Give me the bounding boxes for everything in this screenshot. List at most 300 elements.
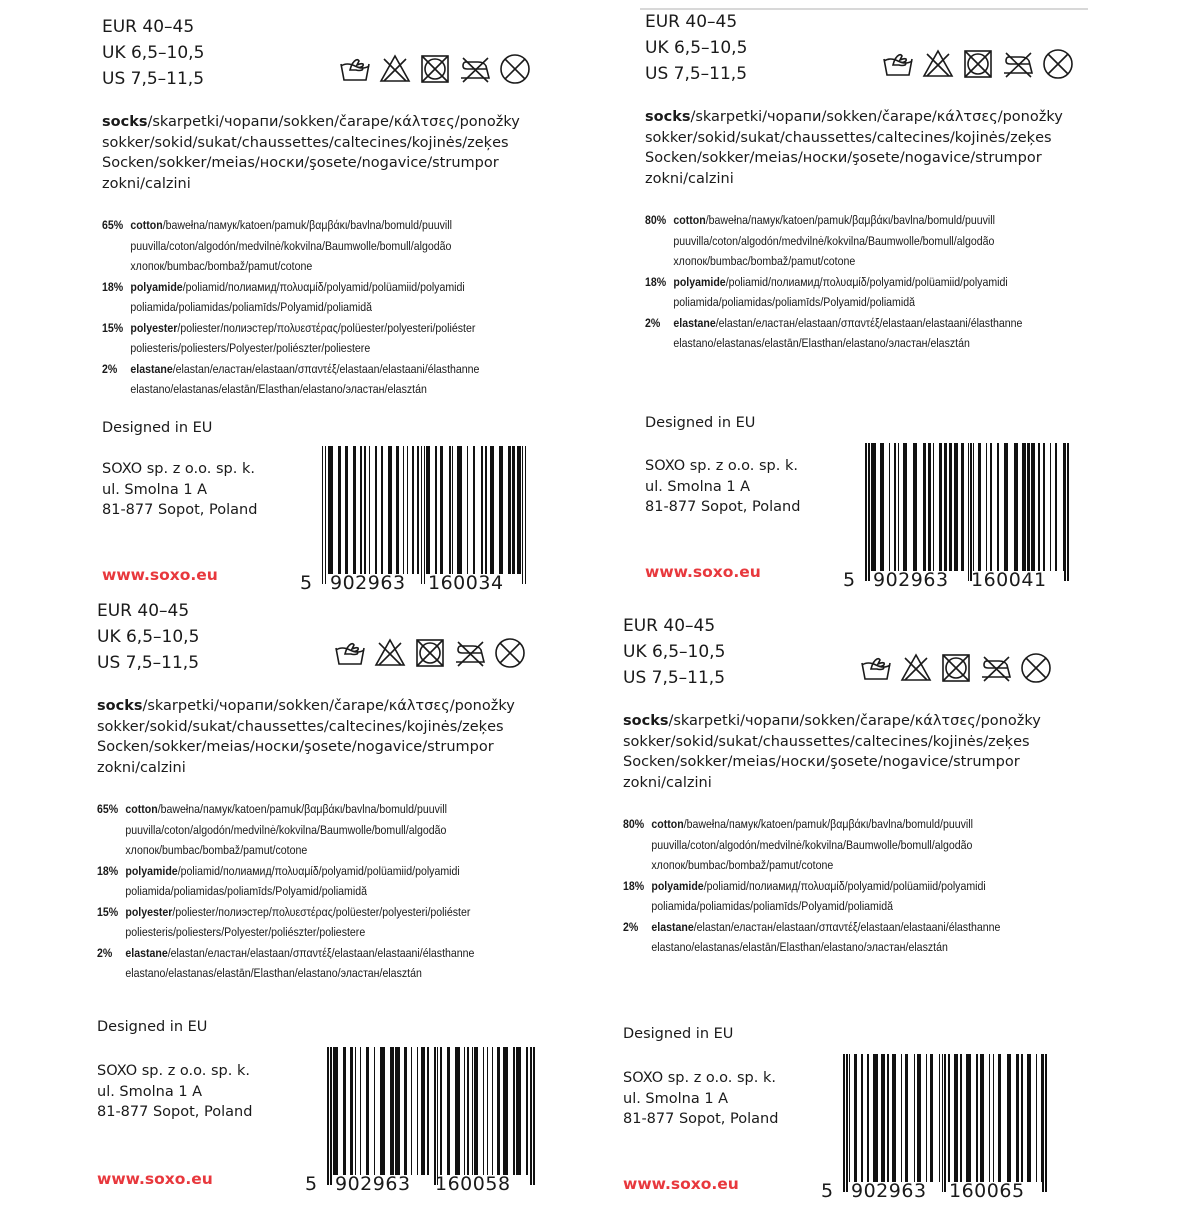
website-link[interactable]: www.soxo.eu (97, 1170, 213, 1188)
barcode-bar (517, 446, 520, 574)
product-names (645, 107, 1165, 189)
sock-label (102, 14, 662, 614)
barcode-guard (942, 1054, 944, 1192)
fiber-line: puuvilla/coton/algodón/medvilnė/kokvilna/Baumwolle/bomull/algodão (130, 238, 452, 253)
barcode-bar (905, 1054, 908, 1182)
no-iron-icon (458, 52, 492, 86)
barcode-bar (417, 446, 419, 574)
barcode-guard (330, 1047, 332, 1185)
fiber-name: polyamide (651, 878, 704, 893)
fiber-percent: 18% (623, 878, 645, 893)
barcode-bar (513, 1047, 514, 1175)
barcode-bar (961, 443, 964, 571)
fiber-line (125, 943, 474, 964)
no-dry-clean-icon (1041, 47, 1075, 81)
barcode-right-digits: 160034 (428, 572, 504, 594)
product-translations: /skarpetki/чорапи/sokken/čarape/κάλτσες/ponožky (147, 114, 520, 130)
size-line: UK 6,5–10,5 (623, 642, 726, 662)
no-tumble-dry-icon (939, 651, 973, 685)
manufacturer-address (645, 456, 800, 518)
no-dry-clean-icon (1019, 651, 1053, 685)
barcode-bar (396, 446, 399, 574)
fiber-line (125, 861, 459, 882)
no-tumble-dry-icon (961, 47, 995, 81)
size-line: EUR 40–45 (97, 601, 190, 621)
ean-barcode (300, 446, 528, 596)
fiber-line (130, 215, 452, 236)
fiber-line (125, 902, 470, 923)
fiber-text (125, 799, 447, 861)
no-iron-icon (453, 636, 487, 670)
fiber-name: polyester (130, 320, 178, 335)
barcode-bar (390, 1047, 393, 1175)
barcode-bar (412, 446, 414, 574)
fiber-text (673, 210, 995, 272)
size-block (102, 14, 204, 92)
barcode-guard (865, 443, 867, 581)
composition-row (102, 277, 479, 318)
fiber-line: poliamida/poliamidas/poliamīds/Polyamid/poliamidă (673, 295, 915, 309)
product-translations: /skarpetki/чорапи/sokken/čarape/κάλτσες/ponožky (142, 698, 515, 714)
barcode-bar (903, 443, 908, 571)
barcode-bar (989, 1054, 990, 1182)
product-names (623, 711, 1143, 793)
barcode-bar (464, 1047, 465, 1175)
fiber-percent: 2% (645, 315, 661, 330)
product-names (97, 696, 617, 778)
barcode-bar (449, 446, 451, 574)
barcode-guard (522, 446, 523, 584)
barcode-guard (437, 1047, 439, 1185)
fiber-line (130, 359, 479, 380)
barcode-bar (867, 1054, 869, 1182)
barcode-bar (881, 1054, 886, 1182)
barcode-bar (369, 446, 370, 574)
barcode-bar (426, 446, 429, 574)
barcode-bar (474, 1047, 477, 1175)
fiber-name: elastane (651, 919, 694, 934)
barcode-bar (487, 1047, 488, 1175)
fiber-text (651, 814, 973, 876)
designed-in: Designed in EU (645, 415, 756, 431)
barcode-right-digits: 160041 (971, 569, 1047, 591)
no-iron-icon (1001, 47, 1035, 81)
fiber-translations: /poliester/полиэстер/πολυεστέρας/polüester/polyesteri/poliéster (177, 320, 476, 335)
fiber-percent: 2% (102, 361, 118, 376)
barcode-bar (381, 446, 383, 574)
no-iron-icon (979, 651, 1013, 685)
fiber-translations: /bawełna/памук/katoen/pamuk/βαμβάκι/bavlna/bomuld/puuvill (705, 213, 995, 227)
barcode-bar (1050, 443, 1051, 571)
fiber-percent: 80% (645, 213, 667, 227)
no-bleach-icon (373, 636, 407, 670)
product-translations: /skarpetki/чорапи/sokken/čarape/κάλτσες/ponožky (690, 109, 1063, 125)
barcode-guard (846, 1054, 848, 1192)
composition-row (645, 272, 1022, 313)
barcode-bar (913, 443, 918, 571)
product-line (623, 711, 1143, 732)
barcode-bar (939, 1054, 940, 1182)
barcode-bar (457, 446, 461, 574)
fiber-line: puuvilla/coton/algodón/medvilnė/kokvilna/Baumwolle/bomull/algodão (673, 233, 995, 248)
address-line: SOXO sp. z o.o. sp. k. (97, 1063, 250, 1079)
website-link[interactable]: www.soxo.eu (102, 566, 218, 584)
fiber-percent: 15% (97, 904, 119, 919)
fiber-line: хлопок/bumbac/bombaž/pamut/cotone (125, 843, 308, 857)
fiber-percent: 18% (645, 274, 667, 289)
barcode-bar (990, 443, 992, 571)
fiber-line: elastano/elastanas/elastān/Elasthan/elastano/эластан/elasztán (125, 966, 422, 980)
barcode-bar (917, 1054, 920, 1182)
barcode-bars (300, 446, 528, 574)
fiber-translations: /elastan/еластан/elastaan/σπαντέξ/elastaan/elastaani/élasthanne (172, 361, 480, 376)
barcode-bar (403, 446, 404, 574)
fiber-line (673, 313, 1022, 334)
size-line: US 7,5–11,5 (623, 668, 726, 688)
barcode-guard (868, 443, 870, 581)
barcode-bar (516, 1047, 521, 1175)
barcode-bar (355, 1047, 356, 1175)
barcode-bar (976, 1054, 977, 1182)
fiber-line (651, 814, 973, 835)
fiber-text (130, 359, 479, 400)
fiber-percent: 2% (97, 945, 113, 960)
barcode-bar (998, 1054, 1001, 1182)
fiber-text (673, 313, 1022, 354)
barcode-bar (411, 1047, 412, 1175)
address-line: ul. Smolna 1 A (102, 481, 208, 498)
fiber-text (673, 272, 1007, 313)
barcode-guard (1064, 443, 1066, 581)
composition-row (645, 313, 1022, 354)
address-line: SOXO sp. z o.o. sp. k. (623, 1070, 776, 1086)
barcode-left-digits: 902963 (330, 572, 406, 594)
fiber-text (651, 917, 1000, 958)
fiber-percent: 2% (623, 919, 639, 934)
product-line: sokker/sokid/sukat/chaussettes/caltecines/kojinės/zeķes (645, 129, 1052, 146)
website-link[interactable]: www.soxo.eu (645, 563, 761, 581)
fiber-text (125, 902, 470, 943)
composition-row (623, 917, 1000, 958)
barcode-bar (1036, 1054, 1037, 1182)
barcode-bar (923, 443, 926, 571)
composition (97, 799, 474, 984)
barcode-bar (440, 1047, 442, 1175)
no-bleach-icon (899, 651, 933, 685)
barcode-bar (473, 446, 475, 574)
barcode-bar (417, 1047, 418, 1175)
barcode-bar (933, 443, 934, 571)
barcode-bar (492, 1047, 493, 1175)
barcode-bar (901, 1054, 902, 1182)
barcode-guard (421, 446, 422, 584)
barcode-bar (1043, 443, 1045, 571)
barcode-bar (485, 446, 486, 574)
fiber-translations: /poliamid/полиамид/πολυαμίδ/polyamid/polüamiid/polyamidi (182, 279, 465, 294)
fiber-line: хлопок/bumbac/bombaž/pamut/cotone (673, 254, 856, 268)
barcode-guard (970, 443, 972, 581)
address-line: 81-877 Sopot, Poland (102, 502, 258, 518)
size-line: UK 6,5–10,5 (645, 38, 748, 58)
fiber-translations: /bawełna/памук/katoen/pamuk/βαμβάκι/bavlna/bomuld/puuvill (683, 817, 973, 831)
fiber-translations: /poliamid/полиамид/πολυαμίδ/polyamid/polüamiid/polyamidi (703, 878, 986, 893)
product-names (102, 112, 622, 194)
barcode-bar (508, 446, 511, 574)
barcode-bar (388, 446, 391, 574)
product-line: zokni/calzini (623, 774, 712, 791)
barcode-guard (1042, 1054, 1044, 1192)
composition-row (102, 318, 479, 359)
ean-barcode (821, 1054, 1049, 1204)
fiber-line (673, 210, 995, 231)
size-line: UK 6,5–10,5 (97, 627, 200, 647)
barcode-bar (1007, 1054, 1012, 1182)
barcode-bar (497, 1047, 500, 1175)
barcode-bar (455, 1047, 460, 1175)
barcode-bar (954, 1054, 959, 1182)
no-dry-clean-icon (498, 52, 532, 86)
size-line: US 7,5–11,5 (645, 64, 748, 84)
barcode-bar (889, 443, 890, 571)
care-symbols (859, 651, 1053, 685)
barcode-guard (327, 1047, 329, 1185)
fiber-name: cotton (125, 802, 158, 816)
barcode-right-digits: 160058 (435, 1173, 511, 1195)
barcode-bar (948, 1054, 950, 1182)
barcode-bar (861, 1054, 863, 1182)
fiber-translations: /bawełna/памук/katoen/pamuk/βαμβάκι/bavlna/bomuld/puuvill (157, 802, 447, 816)
barcode-bar (395, 1047, 400, 1175)
barcode-bar (404, 1047, 406, 1175)
product-line: sokker/sokid/sukat/chaussettes/caltecines/kojinės/zeķes (97, 718, 504, 735)
fiber-line: elastano/elastanas/elastān/Elasthan/elastano/эластан/elasztán (651, 940, 948, 954)
no-dry-clean-icon (493, 636, 527, 670)
barcode-bar (928, 443, 931, 571)
barcode-bar (447, 1047, 449, 1175)
barcode-bar (467, 1047, 469, 1175)
fiber-text (130, 215, 452, 277)
address-line: 81-877 Sopot, Poland (623, 1111, 779, 1127)
barcode-bar (892, 1054, 895, 1182)
barcode-bar (887, 1054, 889, 1182)
designed-in: Designed in EU (97, 1019, 208, 1035)
fiber-name: polyamide (125, 863, 178, 878)
barcode-bar (467, 446, 468, 574)
fiber-line (673, 272, 1007, 293)
barcode-bar (1021, 1054, 1023, 1182)
fiber-translations: /poliamid/полиамид/πολυαμίδ/polyamid/polüamiid/polyamidi (177, 863, 460, 878)
fiber-name: polyester (125, 904, 173, 919)
fiber-line: puuvilla/coton/algodón/medvilnė/kokvilna/Baumwolle/bomull/algodão (125, 822, 447, 837)
fiber-line: poliesteris/poliesters/Polyester/poliészter/poliestere (130, 341, 371, 355)
barcode-guard (1067, 443, 1069, 581)
product-line (97, 696, 617, 717)
composition-row (97, 902, 474, 943)
ean-barcode (843, 443, 1071, 593)
barcode-bar (427, 1047, 429, 1175)
size-line: EUR 40–45 (623, 616, 716, 636)
barcode-bar (930, 1054, 933, 1182)
manufacturer-address (623, 1068, 778, 1130)
barcode-bar (871, 443, 876, 571)
address-line: 81-877 Sopot, Poland (645, 499, 801, 515)
designed-in: Designed in EU (623, 1026, 734, 1042)
barcode-bar (914, 1054, 915, 1182)
barcode-bar (978, 443, 980, 571)
product-name-bold: socks (102, 114, 148, 130)
sock-label (623, 613, 1183, 1213)
product-name-bold: socks (645, 109, 691, 125)
barcode-bar (894, 443, 896, 571)
barcode-bar (997, 443, 999, 571)
barcode-bar (980, 1054, 983, 1182)
barcode-bar (499, 446, 503, 574)
fiber-translations: /elastan/еластан/elastaan/σπαντέξ/elastaan/elastaani/élasthanne (167, 945, 475, 960)
barcode-lead-digit: 5 (821, 1180, 834, 1202)
fiber-translations: /bawełna/памук/katoen/pamuk/βαμβάκι/bavlna/bomuld/puuvill (162, 218, 452, 232)
barcode-bar (986, 443, 987, 571)
barcode-bar (375, 446, 377, 574)
barcode-bar (512, 446, 514, 574)
product-line (645, 107, 1165, 128)
size-line: EUR 40–45 (102, 17, 195, 37)
barcode-left-digits: 902963 (873, 569, 949, 591)
barcode-bar (973, 443, 974, 571)
barcode-bars (305, 1047, 537, 1175)
barcode-bar (360, 446, 362, 574)
fiber-text (130, 277, 464, 318)
barcode-bar (1014, 443, 1019, 571)
fiber-translations: /poliester/полиэстер/πολυεστέρας/polüester/polyesteri/poliéster (172, 904, 471, 919)
composition (623, 814, 1000, 958)
barcode-bar (1038, 443, 1040, 571)
barcode-guard (325, 446, 326, 584)
product-line: sokker/sokid/sukat/chaussettes/caltecines/kojinės/zeķes (102, 134, 509, 151)
fiber-percent: 15% (102, 320, 124, 335)
barcode-bar (374, 1047, 375, 1175)
barcode-bar (1004, 443, 1009, 571)
barcode-bar (1022, 443, 1025, 571)
composition-row (102, 359, 479, 400)
composition-row (97, 861, 474, 902)
barcode-bar (1027, 1054, 1032, 1182)
care-symbols (338, 52, 532, 86)
fiber-percent: 80% (623, 817, 645, 831)
barcode-bar (1031, 443, 1034, 571)
composition-row (623, 876, 1000, 917)
barcode-bar (452, 446, 453, 574)
barcode-bar (960, 1054, 962, 1182)
barcode-bar (345, 446, 347, 574)
barcode-bar (421, 1047, 426, 1175)
barcode-right-digits: 160065 (949, 1180, 1025, 1202)
no-bleach-icon (378, 52, 412, 86)
barcode-bar (440, 446, 443, 574)
barcode-bar (472, 1047, 473, 1175)
hand-wash-icon (859, 651, 893, 685)
barcode-guard (322, 446, 323, 584)
fiber-name: polyamide (673, 274, 726, 289)
barcode-guard (533, 1047, 535, 1185)
composition-row (97, 799, 474, 861)
product-line: Socken/sokker/meias/носки/şosete/nogavice/strumpor (623, 754, 1020, 770)
barcode-guard (968, 443, 970, 581)
fiber-line: elastano/elastanas/elastān/Elasthan/elastano/эластан/elasztán (130, 382, 427, 396)
composition (645, 210, 1022, 354)
barcode-guard (530, 1047, 532, 1185)
product-line: zokni/calzini (645, 170, 734, 187)
barcode-lead-digit: 5 (305, 1173, 318, 1195)
barcode-bar (490, 446, 493, 574)
product-line (102, 112, 622, 133)
product-line: Socken/sokker/meias/носки/şosete/nogavice/strumpor (97, 739, 494, 755)
hand-wash-icon (881, 47, 915, 81)
address-line: 81-877 Sopot, Poland (97, 1104, 253, 1120)
barcode-bar (1055, 443, 1057, 571)
manufacturer-address (97, 1061, 252, 1123)
barcode-bars (821, 1054, 1049, 1182)
address-line: ul. Smolna 1 A (623, 1090, 729, 1107)
address-line: SOXO sp. z o.o. sp. k. (102, 461, 255, 477)
fiber-name: elastane (673, 315, 716, 330)
fiber-line (651, 876, 985, 897)
size-line: UK 6,5–10,5 (102, 43, 205, 63)
size-line: US 7,5–11,5 (102, 69, 205, 89)
barcode-guard (525, 446, 526, 584)
barcode-bar (360, 1047, 361, 1175)
fiber-translations: /poliamid/полиамид/πολυαμίδ/polyamid/polüamiid/polyamidi (725, 274, 1008, 289)
fiber-line: poliamida/poliamidas/poliamīds/Polyamid/poliamidă (651, 899, 893, 913)
barcode-bar (954, 443, 957, 571)
barcode-bar (898, 443, 899, 571)
barcode-guard (434, 1047, 436, 1185)
barcode-bar (333, 1047, 338, 1175)
fiber-translations: /elastan/еластан/elastaan/σπαντέξ/elastaan/elastaani/élasthanne (715, 315, 1023, 330)
barcode-bar (481, 446, 483, 574)
composition-row (97, 943, 474, 984)
barcode-bar (366, 1047, 368, 1175)
product-line: zokni/calzini (102, 175, 191, 192)
barcode-bar (483, 1047, 484, 1175)
manufacturer-address (102, 459, 257, 521)
barcode-bar (503, 1047, 508, 1175)
fiber-line: elastano/elastanas/elastān/Elasthan/elastano/эластан/elasztán (673, 336, 970, 350)
hand-wash-icon (338, 52, 372, 86)
barcode-bar (350, 1047, 353, 1175)
barcode-guard (843, 1054, 845, 1192)
no-tumble-dry-icon (418, 52, 452, 86)
composition-row (102, 215, 479, 277)
barcode-guard (424, 446, 425, 584)
care-symbols (333, 636, 527, 670)
barcode-bar (880, 443, 883, 571)
product-line: Socken/sokker/meias/носки/şosete/nogavice/strumpor (102, 155, 499, 171)
barcode-bar (1016, 1054, 1019, 1182)
product-line: zokni/calzini (97, 759, 186, 776)
barcode-lead-digit: 5 (300, 572, 313, 594)
fiber-line: poliamida/poliamidas/poliamīds/Polyamid/poliamidă (125, 884, 367, 898)
address-line: SOXO sp. z o.o. sp. k. (645, 458, 798, 474)
website-link[interactable]: www.soxo.eu (623, 1175, 739, 1193)
address-line: ul. Smolna 1 A (97, 1083, 203, 1100)
barcode-bar (854, 1054, 856, 1182)
fiber-line (125, 799, 447, 820)
product-name-bold: socks (97, 698, 143, 714)
size-block (97, 598, 199, 676)
fiber-line: poliamida/poliamidas/poliamīds/Polyamid/poliamidă (130, 300, 372, 314)
barcode-bars (843, 443, 1071, 571)
barcode-bar (343, 1047, 345, 1175)
